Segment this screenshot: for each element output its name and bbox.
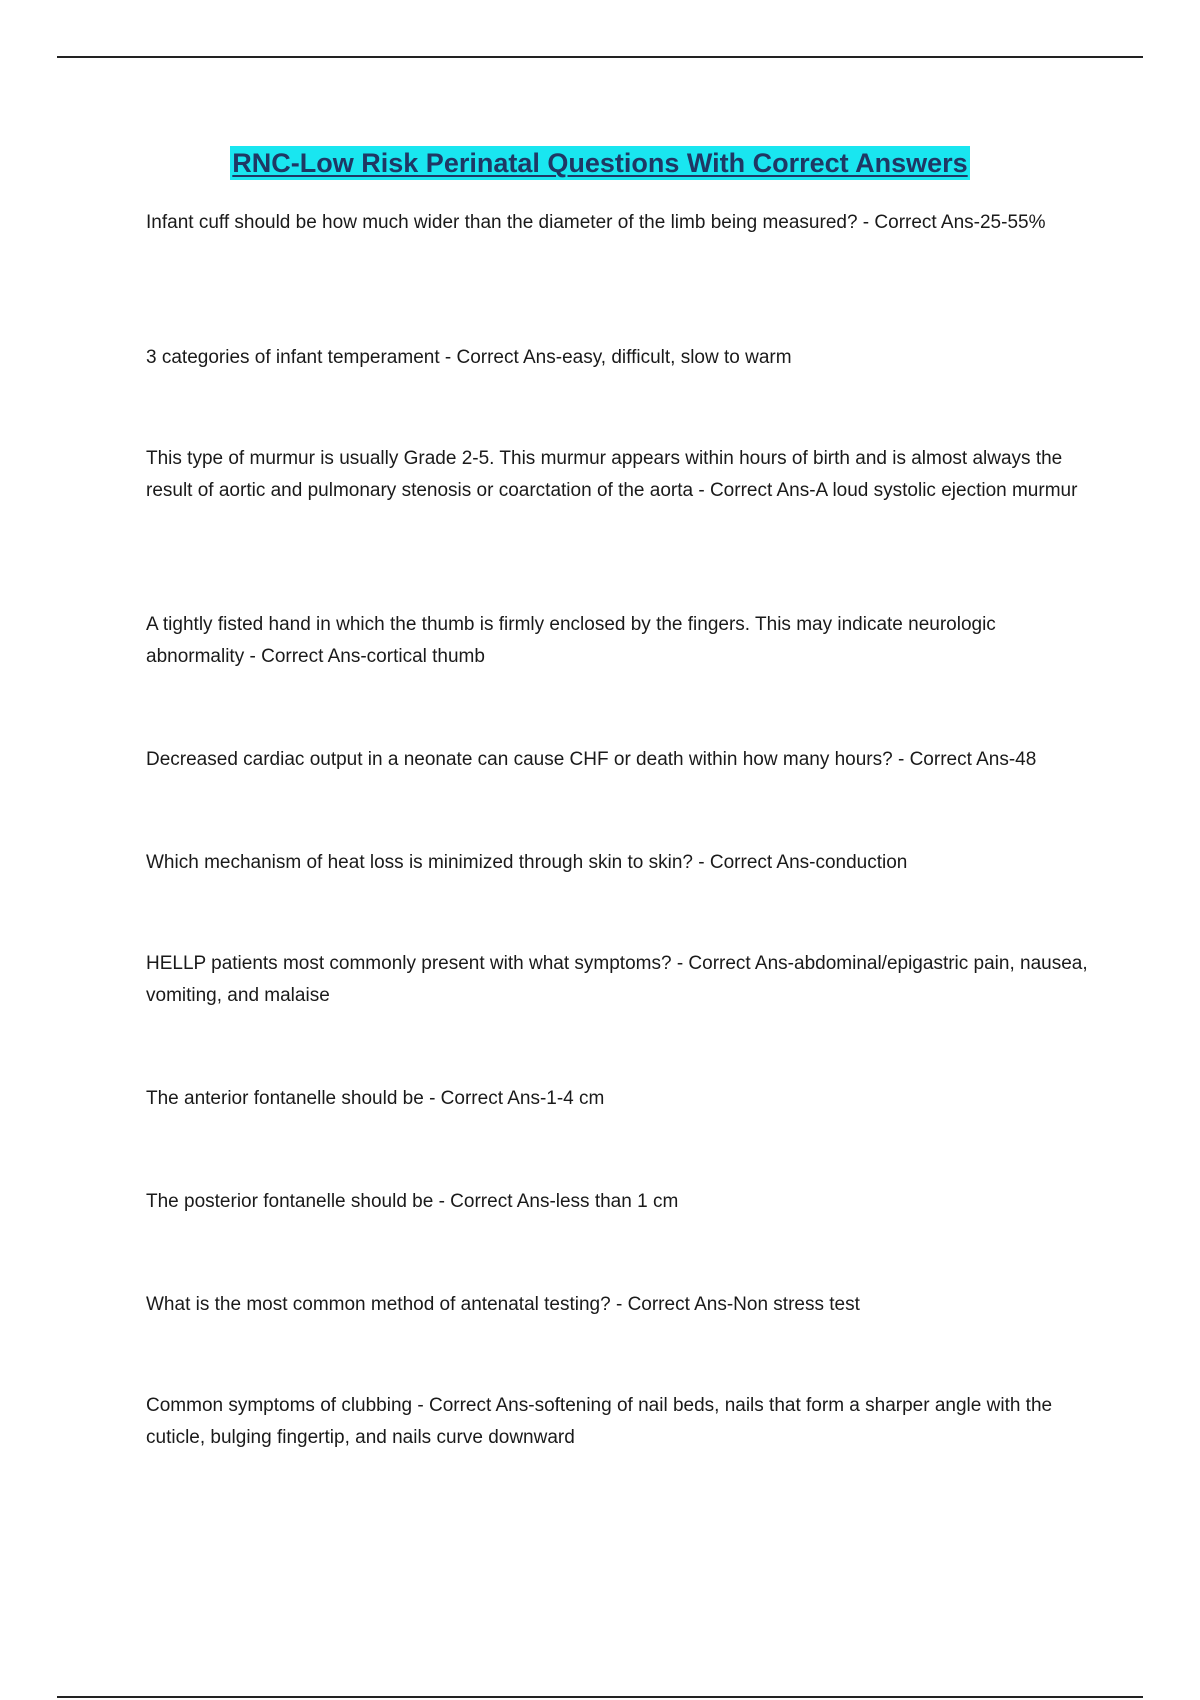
title-container [0, 146, 1200, 180]
qa-entry-5: Decreased cardiac output in a neonate can cause CHF or death within how many hours? - Correct Ans-48 [146, 749, 1037, 770]
qa-entry-3: This type of murmur is usually Grade 2-5. This murmur appears within hours of birth and is almost always the result of aortic and pulmonary stenosis or coarctation of the aorta - Correct Ans-A loud systolic ejection murmur [146, 448, 1078, 501]
header-rule [57, 56, 1143, 58]
qa-entry-10: What is the most common method of antenatal testing? - Correct Ans-Non stress test [146, 1294, 860, 1315]
qa-entry-8: The anterior fontanelle should be - Correct Ans-1-4 cm [146, 1088, 605, 1109]
qa-entry-4: A tightly fisted hand in which the thumb is firmly enclosed by the fingers. This may indicate neurologic abnormality - Correct Ans-cortical thumb [146, 614, 996, 667]
qa-entry-1: Infant cuff should be how much wider than the diameter of the limb being measured? - Correct Ans-25-55% [146, 212, 1046, 233]
qa-entry-6: Which mechanism of heat loss is minimized through skin to skin? - Correct Ans-conduction [146, 852, 908, 873]
qa-entry-7: HELLP patients most commonly present with what symptoms? - Correct Ans-abdominal/epigastric pain, nausea, vomiting, and malaise [146, 953, 1088, 1006]
qa-entry-9: The posterior fontanelle should be - Correct Ans-less than 1 cm [146, 1191, 679, 1212]
document-title: RNC-Low Risk Perinatal Questions With Correct Answers [232, 148, 968, 178]
footer-rule [57, 1696, 1143, 1698]
qa-entry-11: Common symptoms of clubbing - Correct Ans-softening of nail beds, nails that form a sharper angle with the cuticle, bulging fingertip, and nails curve downward [146, 1395, 1053, 1448]
qa-entry-2: 3 categories of infant temperament - Correct Ans-easy, difficult, slow to warm [146, 347, 792, 368]
